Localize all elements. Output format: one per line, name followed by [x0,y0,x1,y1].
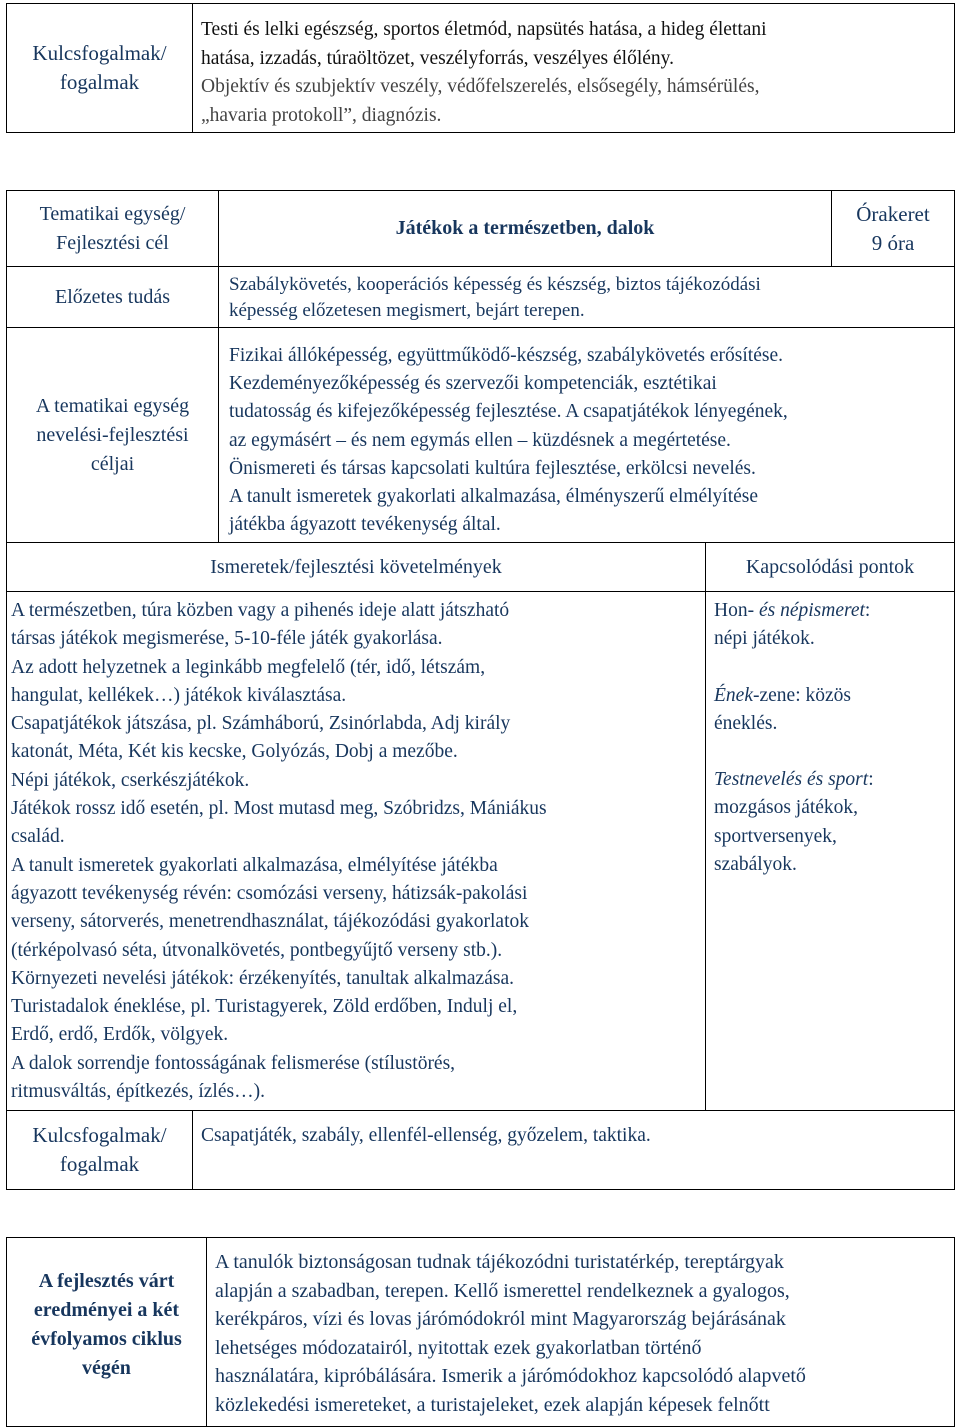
content-line: A tanult ismeretek gyakorlati alkalmazása, élményszerű elmélyítése [229,486,759,508]
connection-text: szabályok. [714,854,797,876]
connection-colon: : [868,769,874,791]
unit-title-text: Játékok a természetben, dalok [395,217,655,239]
connection-heading [714,597,952,625]
label-line: Kulcsfogalmak/ [32,41,167,65]
connection-subject: népismeret [780,600,865,621]
outcome-content [215,1248,953,1420]
connections-content [714,597,952,879]
content-line: Testi és lelki egészség, sportos életmód, napsütés hatása, a hideg élettani [201,19,767,40]
top-keywords-content [201,16,951,130]
content-line: „havaria protokoll”, diagnózis. [201,104,442,126]
prior-label-text: Előzetes tudás [55,285,170,308]
connection-subject: Ének [714,684,753,706]
prior-label [6,266,219,328]
content-line: (térképolvasó séta, útvonalkövetés, pontbegyűjtő verseny stb.). [11,939,503,961]
content-line: alapján a szabadban, terepen. Kellő ismerettel rendelkeznek a gyalogos, [215,1279,790,1302]
content-line: lehetséges módozatairól, nyitottak ezek gyakorlatban történő [215,1336,702,1359]
connection-spacer [714,654,952,682]
content-line: A természetben, túra közben vagy a pihenés ideje alatt játszható [11,600,510,621]
content-line: hangulat, kellékek…) játékok kiválasztása. [11,684,347,706]
label-line: évfolyamos ciklus [31,1327,182,1350]
content-line: A dalok sorrendje fontosságának felismerése (stílustörés, [11,1052,456,1074]
connection-text: népi játékok. [714,628,815,650]
content-line: A tanulók biztonságosan tudnak tájékozódni turistatérkép, tereptárgyak [215,1251,784,1273]
connections-header [705,542,955,592]
label-line: végén [82,1356,131,1379]
connection-text: éneklés. [714,712,778,734]
connection-colon: : [864,600,871,621]
outcome-label [6,1237,207,1412]
unit-title [218,190,832,267]
content-line: Turistadalok éneklése, pl. Turistagyerek, Zöld erdőben, Indulj el, [11,996,518,1018]
content-line: Csapatjátékok játszása, pl. Számháború, Zsinórlabda, Adj király [11,713,511,735]
connections-header-text: Kapcsolódási pontok [745,555,915,578]
content-line: Az adott helyzetnek a leginkább megfelelő (tér, idő, létszám, [11,656,486,678]
label-line: A fejlesztés várt [38,1269,175,1292]
hours-value: 9 óra [871,230,915,255]
content-line: Szabálykövetés, kooperációs képesség és készség, biztos tájékozódási [229,274,761,295]
connection-subject: Testnevelés és sport [714,769,869,791]
content-line: ritmusváltás, építkezés, ízlés…). [11,1081,265,1103]
requirements-header-text: Ismeretek/fejlesztési követelmények [210,555,502,578]
label-line: A tematikai egység [35,394,190,417]
content-line: közlekedési ismereteket, a turistajeleket, ezek alapján képesek felnőtt [215,1393,770,1416]
content-line: A tanult ismeretek gyakorlati alkalmazása, elmélyítése játékba [11,854,498,876]
hours [831,190,955,267]
content-line: használatára, kipróbálására. Ismerik a járómódokhoz kapcsolódó alapvető [215,1365,806,1388]
content-line: társas játékok megismerése, 5-10-féle játék gyakorlása. [11,628,443,650]
label-line: Tematikai egység/ [39,202,186,225]
connection-text: mozgásos játékok, [714,797,859,819]
connection-spacer [714,738,952,766]
goals-label [6,327,219,543]
unit-label [6,190,219,267]
content-line: Objektív és szubjektív veszély, védőfelszerelés, elsősegély, hámsérülés, [201,76,760,97]
prior-content [229,272,951,324]
keywords-label [6,1110,193,1190]
goals-content [229,342,951,539]
connection-text: sportversenyek, [714,825,837,847]
label-line: fogalmak [59,1152,140,1176]
content-line: Önismereti és társas kapcsolati kultúra fejlesztése, erkölcsi nevelés. [229,457,756,479]
content-line: család. [11,826,65,848]
content-line: Erdő, erdő, Erdők, völgyek. [11,1024,229,1046]
connection-heading [714,766,952,794]
label-line: Fejlesztési cél [56,231,169,254]
label-line: eredményei a két [33,1298,180,1321]
content-line: katonát, Méta, Két kis kecske, Golyózás, Dobj a mezőbe. [11,741,458,763]
label-line: fogalmak [59,70,140,94]
label-line: nevelési-fejlesztési [36,423,189,446]
connection-subject: Hon- [714,600,755,621]
top-keywords-label [6,3,193,133]
label-line: Kulcsfogalmak/ [32,1123,167,1147]
content-line: Népi játékok, cserkészjátékok. [11,769,250,791]
content-line: játékba ágyazott tevékenység által. [229,514,501,536]
content-line: képesség előzetesen megismert, bejárt terepen. [229,300,585,321]
connection-connector: és [754,600,781,621]
content-line: Fizikai állóképesség, együttműködő-készség, szabálykövetés erősítése. [229,345,783,366]
content-line: Kezdeményezőképesség és szervezői kompetenciák, esztétikai [229,373,717,395]
keywords-text: Csapatjáték, szabály, ellenfél-ellenség, győzelem, taktika. [201,1125,651,1146]
content-line: Környezeti nevelési játékok: érzékenyítés, tanultak alkalmazása. [11,967,514,989]
content-line: ágyazott tevékenység révén: csomózási verseny, hátizsák-pakolási [11,882,528,904]
connection-subject-rest: -zene: közös [752,684,851,706]
requirements-content [11,597,703,1106]
content-line: az egymásért – és nem egymás ellen – küzdésnek a megértetése. [229,429,731,451]
requirements-header [6,542,706,592]
content-line: Játékok rossz idő esetén, pl. Most mutasd meg, Szóbridzs, Mániákus [11,798,547,820]
keywords-content [201,1122,951,1151]
hours-label: Órakeret [856,201,930,226]
content-line: hatása, izzadás, túraöltözet, veszélyforrás, veszélyes élőlény. [201,47,675,69]
connection-heading [714,682,952,710]
content-line: verseny, sátorverés, menetrendhasználat, tájékozódási gyakorlatok [11,911,529,933]
content-line: tudatosság és kifejezőképesség fejlesztése. A csapatjátékok lényegének, [229,401,788,423]
content-line: kerékpáros, vízi és lovas járómódokról mint Magyarország bejárásának [215,1308,786,1331]
label-line: céljai [90,452,135,475]
